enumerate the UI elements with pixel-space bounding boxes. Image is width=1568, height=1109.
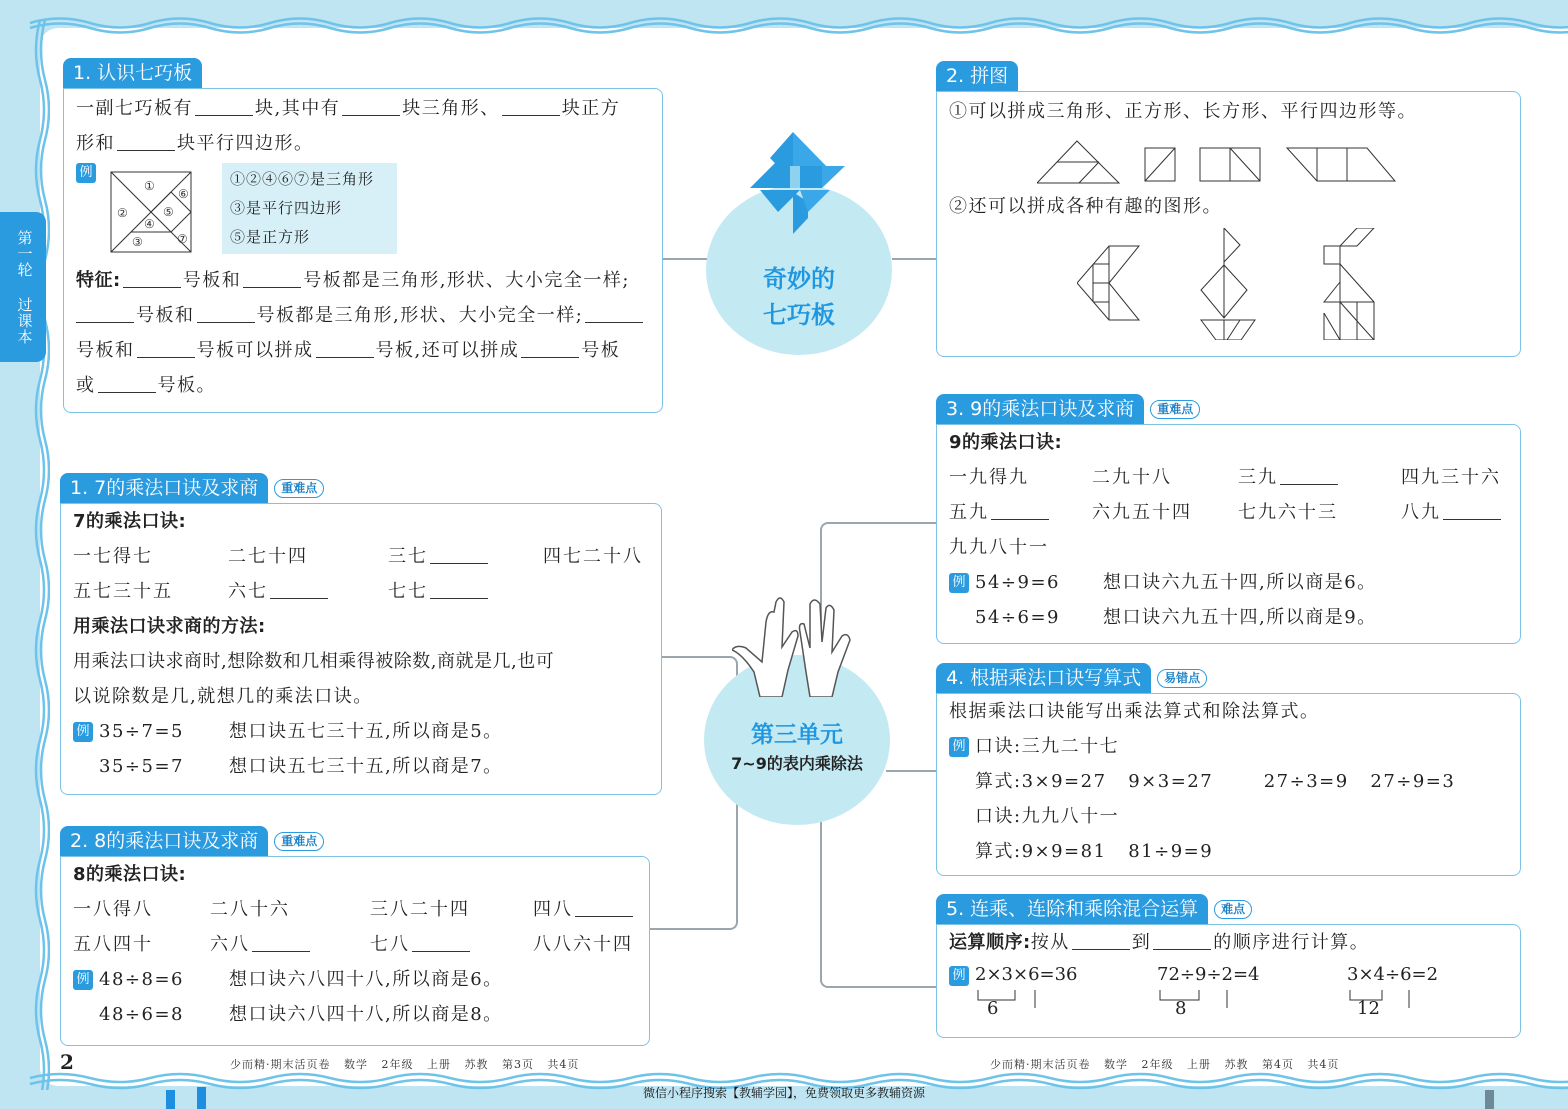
equations: 算式:9×9=81 81÷9=9 [975,841,1214,862]
text: 块正方 [561,98,621,119]
card-nine-table [936,394,1521,644]
rhyme: 一八得八 [73,899,153,920]
example-equation: 3×4÷6=2 [1347,964,1439,985]
hint-line: ⑤是正方形 [230,228,311,246]
difficulty-badge: 重难点 [274,479,324,498]
hint-box [222,163,397,254]
connector-line [820,800,936,988]
card-tangram-intro [63,58,663,413]
rhyme: 一九得九 [949,467,1029,488]
answer-blank[interactable] [575,895,633,917]
example-icon: 例 [73,970,93,990]
example-icon: 例 [73,722,93,742]
example-icon: 例 [949,573,969,593]
rhyme: 九九八十一 [949,537,1049,558]
connector-line [886,770,936,772]
rhyme: 口诀:九九八十一 [975,806,1120,827]
hub-unit-subtitle: 7~9的表内乘除法 [731,754,863,773]
answer-blank[interactable] [270,577,328,599]
svg-text:③: ③ [132,235,143,249]
basic-shapes-diagram [1037,131,1437,187]
rhyme: 口诀:三九二十七 [975,736,1120,757]
intermediate-result: 6 [987,998,999,1019]
footer-right: 少而精·期末活页卷 数学 2年级 上册 苏教 第4页 共4页 [990,1058,1340,1071]
rhyme: 三七 [388,546,428,567]
text: 形和 [76,133,115,154]
rhyme: 八九 [1401,502,1441,523]
answer-blank[interactable] [430,577,488,599]
text: 到 [1131,932,1152,953]
raised-hands-icon [732,592,872,697]
hint-line: ①②④⑥⑦是三角形 [230,170,375,188]
example-text: 想口诀六九五十四,所以商是9。 [1103,607,1377,628]
example-equation: 54÷6=9 [975,607,1060,628]
rhyme: 一七得七 [73,546,153,567]
answer-blank[interactable] [412,930,470,952]
card-puzzle [936,61,1521,357]
answer-blank[interactable] [991,498,1049,520]
text: 或 [76,375,96,396]
rhyme: 五七三十五 [73,581,173,602]
intermediate-result: 8 [1175,998,1187,1019]
example-equation: 35÷5=7 [99,756,184,777]
rhyme: 七九六十三 [1238,502,1338,523]
connector-line [662,258,708,260]
page-number: 2 [60,1050,74,1074]
example-icon: 例 [949,966,969,986]
mixed-example [1157,960,1260,1019]
text: 号板都是三角形,形状、大小完全一样; [256,305,584,326]
card-title: 2. 8的乘法口诀及求商 [60,826,268,856]
answer-blank[interactable] [1153,928,1211,950]
example-equation: 2×3×6=36 [975,964,1078,985]
puzzle-line2: ②还可以拼成各种有趣的图形。 [949,196,1222,217]
feature-label: 特征: [76,270,121,291]
fun-shapes-diagram [1077,228,1397,340]
answer-blank[interactable] [502,94,560,116]
rhyme: 三九 [1238,467,1278,488]
left-wave-border [28,20,50,1090]
answer-blank[interactable] [521,336,579,358]
tangram-square-diagram [110,171,192,253]
card-mixed-operations [936,894,1521,1038]
hint-line: ③是平行四边形 [230,199,343,217]
card-title: 3. 9的乘法口诀及求商 [936,394,1144,424]
rhyme: 四八 [533,899,573,920]
tangram-pinwheel-icon [750,130,850,235]
rhyme: 七八 [370,934,410,955]
answer-blank[interactable] [117,129,175,151]
answer-blank[interactable] [585,301,643,323]
answer-blank[interactable] [1072,928,1130,950]
text: 一副七巧板有 [76,98,193,119]
mixed-example [975,960,1078,1019]
section-heading: 8的乘法口诀: [73,864,187,885]
answer-blank[interactable] [195,94,253,116]
card-title: 2. 拼图 [936,61,1018,91]
answer-blank[interactable] [252,930,310,952]
difficulty-badge: 难点 [1214,900,1252,919]
example-equation: 54÷9=6 [975,572,1060,593]
answer-blank[interactable] [123,266,181,288]
text: 号板和 [136,305,195,326]
example-equation: 72÷9÷2=4 [1157,964,1260,985]
section-heading: 7的乘法口诀: [73,511,187,532]
method-text: 以说除数是几,就想几的乘法口诀。 [73,686,373,707]
example-text: 想口诀六九五十四,所以商是6。 [1103,572,1377,593]
example-text: 想口诀五七三十五,所以商是5。 [229,721,503,742]
calc-bracket [1157,990,1237,1008]
section-heading: 9的乘法口诀: [949,432,1063,453]
example-equation: 35÷7=5 [99,721,184,742]
difficulty-badge: 易错点 [1157,669,1207,688]
text: 的顺序进行计算。 [1213,932,1370,953]
rhyme: 四九三十六 [1401,467,1501,488]
puzzle-line1: ①可以拼成三角形、正方形、长方形、平行四边形等。 [949,101,1417,122]
difficulty-badge: 重难点 [274,832,324,851]
card-title: 1. 7的乘法口诀及求商 [60,473,268,503]
hub-unit-title: 第三单元 [751,722,843,748]
rhyme: 二七十四 [228,546,308,567]
answer-blank[interactable] [98,371,156,393]
top-wave-border [0,10,1568,36]
text: 号板和 [182,270,242,291]
text: 号板。 [157,375,216,396]
formula-intro: 根据乘法口诀能写出乘法算式和除法算式。 [949,701,1320,722]
rhyme: 五八四十 [73,934,153,955]
answer-blank[interactable] [430,542,488,564]
rhyme: 二八十六 [210,899,290,920]
answer-blank[interactable] [243,266,301,288]
side-tab[interactable]: 第一轮 过课本 [0,212,46,362]
connector-line [650,800,738,930]
rhyme: 六九五十四 [1092,502,1192,523]
text: 号板可以拼成 [196,340,314,361]
footer-left: 少而精·期末活页卷 数学 2年级 上册 苏教 第3页 共4页 [230,1058,580,1071]
answer-blank[interactable] [342,94,400,116]
example-equation: 48÷8=6 [99,969,184,990]
text: 块平行四边形。 [177,133,314,154]
card-title: 5. 连乘、连除和乘除混合运算 [936,894,1208,924]
piece-label: ① [144,179,155,193]
svg-text:⑦: ⑦ [177,232,188,246]
mixed-example [1347,960,1439,1019]
text: 号板都是三角形,形状、大小完全一样; [303,270,630,291]
svg-text:⑥: ⑥ [178,187,189,201]
rhyme: 六七 [228,581,268,602]
rhyme: 四七二十八 [543,546,643,567]
text: 块,其中有 [255,98,341,119]
answer-blank[interactable] [1443,498,1501,520]
order-label: 运算顺序: [949,932,1031,953]
card-seven-table [60,473,662,795]
card-write-formula [936,663,1521,876]
hub-tangram-title-line1: 奇妙的 [763,265,835,293]
text: 号板,还可以拼成 [375,340,520,361]
card-title: 1. 认识七巧板 [63,58,202,88]
hub-tangram-title-line2: 七巧板 [763,301,835,329]
svg-text:②: ② [117,206,128,220]
rhyme: 三八二十四 [370,899,470,920]
method-text: 用乘法口诀求商时,想除数和几相乘得被除数,商就是几,也可 [73,651,555,672]
rhyme: 五九 [949,502,989,523]
rhyme: 六八 [210,934,250,955]
text: 按从 [1030,932,1070,953]
answer-blank[interactable] [197,301,255,323]
example-icon: 例 [949,737,969,757]
text: 号板和 [76,340,135,361]
card-title: 4. 根据乘法口诀写算式 [936,663,1151,693]
example-icon: 例 [76,163,96,183]
answer-blank[interactable] [316,336,374,358]
text: 号板 [581,340,621,361]
example-text: 想口诀六八四十八,所以商是8。 [229,1004,503,1025]
rhyme: 八八六十四 [533,934,633,955]
watermark-text: 微信小程序搜索【教辅学园】，免费领取更多教辅资源 [642,1086,925,1100]
card-eight-table [60,826,650,1046]
svg-text:④: ④ [144,217,155,231]
equations: 算式:3×9=27 9×3=27 27÷3=9 27÷9=3 [975,771,1456,792]
answer-blank[interactable] [76,301,134,323]
connector-line [892,258,936,260]
example-text: 想口诀六八四十八,所以商是6。 [229,969,503,990]
intermediate-result: 12 [1357,998,1380,1019]
rhyme: 二九十八 [1092,467,1172,488]
text: 块三角形、 [402,98,500,119]
example-text: 想口诀五七三十五,所以商是7。 [229,756,503,777]
difficulty-badge: 重难点 [1150,400,1200,419]
example-equation: 48÷6=8 [99,1004,184,1025]
answer-blank[interactable] [1280,463,1338,485]
section-heading: 用乘法口诀求商的方法: [73,616,266,637]
rhyme: 七七 [388,581,428,602]
svg-text:⑤: ⑤ [163,205,174,219]
answer-blank[interactable] [137,336,195,358]
